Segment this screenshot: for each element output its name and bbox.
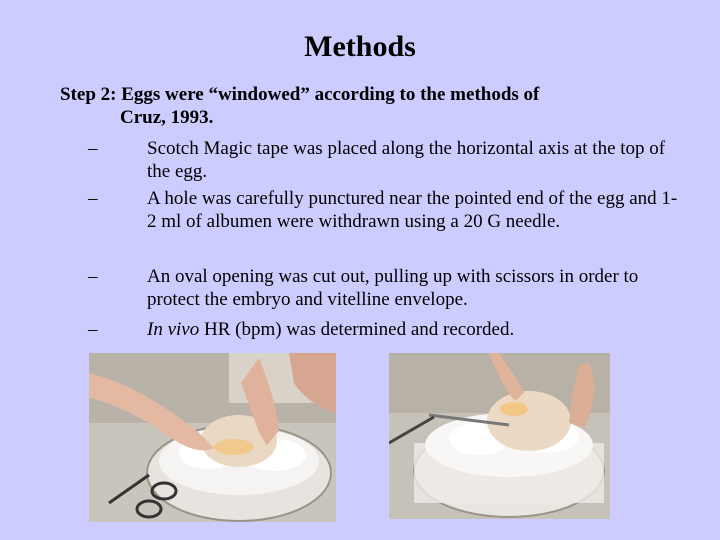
bullet-text: Scotch Magic tape was placed along the horizontal axis at the top of the egg. <box>147 138 666 182</box>
photo-egg-windowing-left <box>89 353 336 522</box>
slide-title: Methods <box>304 30 416 63</box>
step-line-1: Step 2: Eggs were “windowed” according to the methods of <box>60 84 540 105</box>
bullet-dash: – <box>88 188 98 209</box>
bullet-text-rest: HR (bpm) was determined and recorded. <box>199 319 515 340</box>
bullet-item <box>88 137 678 183</box>
bullet-item <box>88 318 678 341</box>
bullet-dash: – <box>88 266 98 287</box>
step-heading <box>60 83 660 129</box>
in-vivo-italic: In vivo <box>147 319 200 340</box>
bullet-item <box>88 187 678 233</box>
step-line-2: Cruz, 1993. <box>120 107 214 128</box>
bullet-text: A hole was carefully punctured near the pointed end of the egg and 1-2 ml of albumen were withdrawn using a 20 G needle. <box>147 188 678 232</box>
bullet-dash: – <box>88 138 98 159</box>
bullet-text: An oval opening was cut out, pulling up with scissors in order to protect the embryo and vitelline envelope. <box>147 266 639 310</box>
bullet-dash: – <box>88 319 98 340</box>
photo-egg-windowing-right <box>389 353 610 519</box>
bullet-item <box>88 265 678 311</box>
bullet-text <box>147 318 678 341</box>
